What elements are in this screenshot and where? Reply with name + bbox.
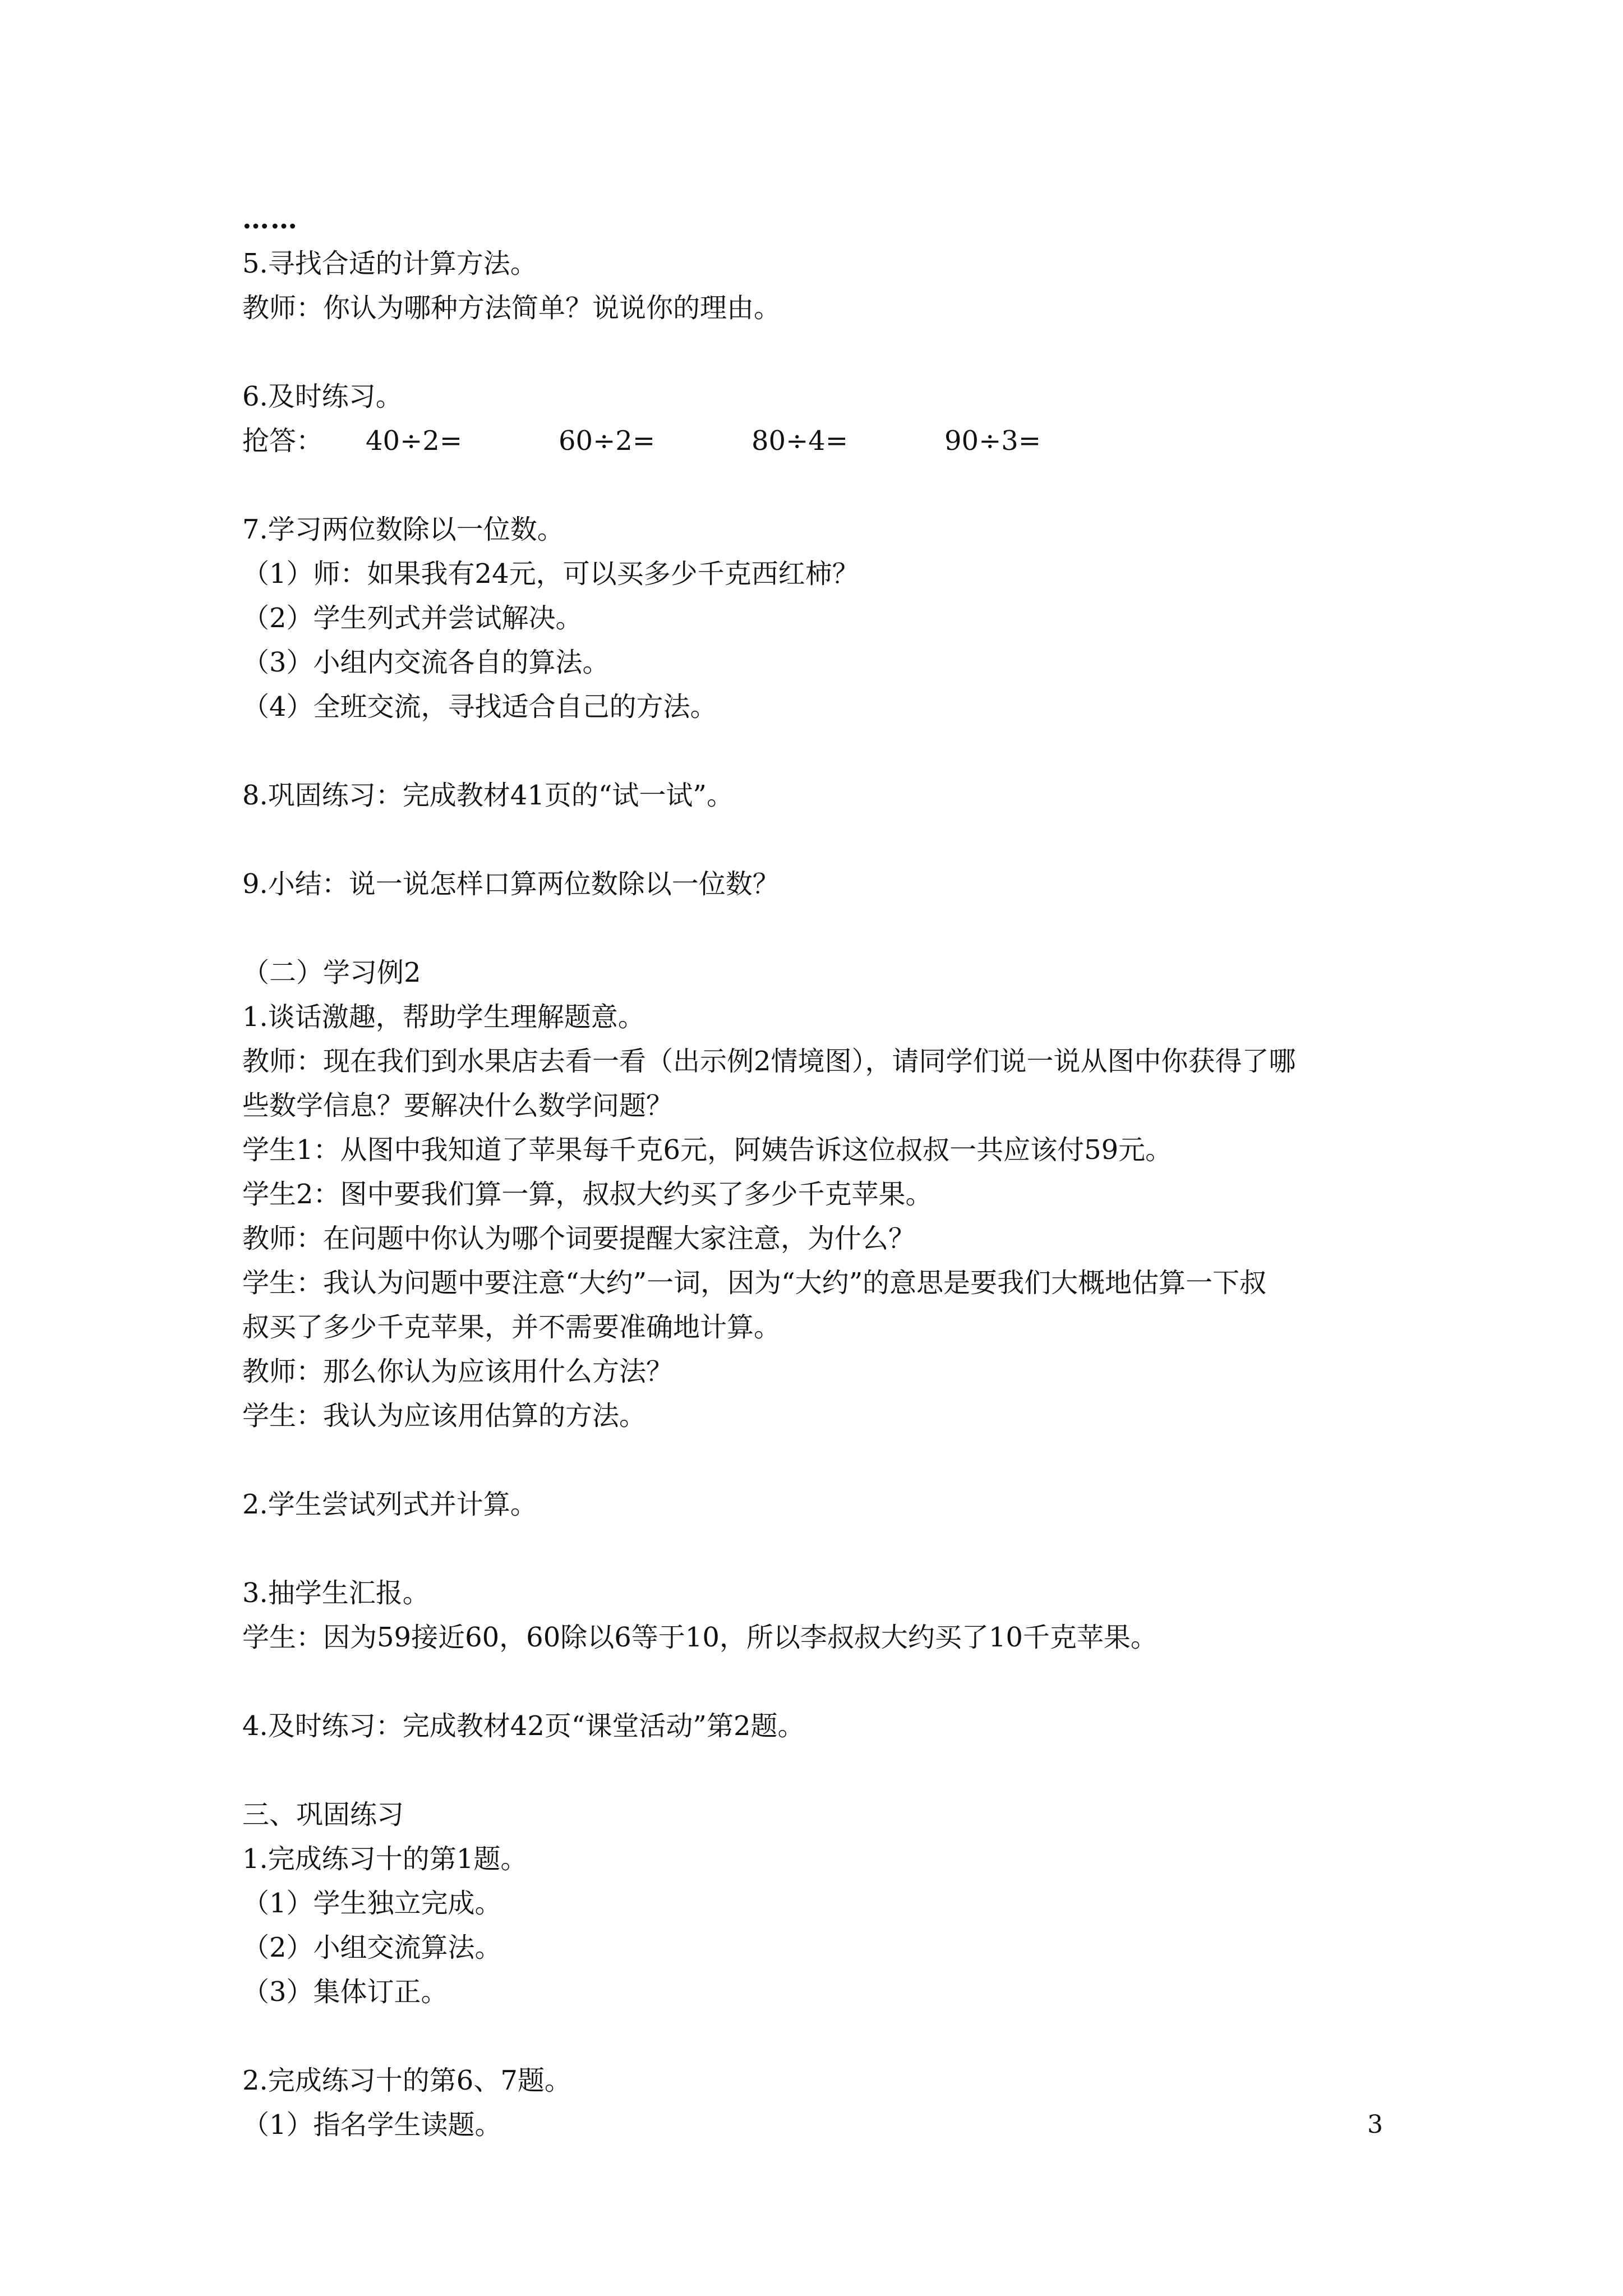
step-9: 9.小结：说一说怎样口算两位数除以一位数？ [242,868,780,900]
student-report: 学生：因为59接近60，60除以6等于10，所以李叔叔大约买了10千克苹果。 [242,1622,1158,1653]
paragraph-gap [242,463,1392,508]
example-2-line: 教师：那么你认为应该用什么方法？ [242,1356,674,1387]
paragraph-gap [242,1527,1392,1571]
teacher-question: 教师：你认为哪种方法简单？说说你的理由。 [242,292,781,324]
example-2-line: 叔买了多少千克苹果，并不需要准确地计算。 [242,1312,781,1343]
quick-answer-label: 抢答： [242,425,324,457]
step-5-title: 5.寻找合适的计算方法。 [242,248,537,279]
calc-item: 60÷2= [559,425,656,457]
page-number: 3 [1367,2110,1383,2139]
paragraph-gap [242,2014,1392,2059]
paragraph-gap [242,1438,1392,1483]
consolidation-line: （1）学生独立完成。 [242,1888,502,1919]
paragraph-gap [242,818,1392,862]
example-2-line: 学生：我认为问题中要注意“大约”一词，因为“大约”的意思是要我们大概地估算一下叔 [242,1267,1267,1299]
paragraph-gap [242,1660,1392,1704]
calc-item: 40÷2= [366,425,463,457]
example-2-line: 些数学信息？要解决什么数学问题？ [242,1090,674,1121]
paragraph-gap [242,330,1392,375]
exercise-2-item: （1）指名学生读题。 [242,2109,502,2141]
example-2-step-2: 2.学生尝试列式并计算。 [242,1489,537,1520]
step-8: 8.巩固练习：完成教材41页的“试一试”。 [242,780,734,811]
ellipsis: …… [242,204,298,235]
example-2-line: 学生2：图中要我们算一算，叔叔大约买了多少千克苹果。 [242,1179,933,1210]
document-body [242,197,1392,2147]
paragraph-gap [242,1749,1392,1793]
consolidation-line: 1.完成练习十的第1题。 [242,1843,528,1875]
example-2-heading: （二）学习例2 [242,957,421,988]
quick-answer-row [242,419,1392,463]
consolidation-heading: 三、巩固练习 [242,1799,404,1830]
consolidation-line: （2）小组交流算法。 [242,1932,502,1963]
paragraph-gap [242,729,1392,774]
example-2-line: 教师：在问题中你认为哪个词要提醒大家注意，为什么？ [242,1223,916,1254]
example-2-step-3: 3.抽学生汇报。 [242,1577,430,1609]
step-7-item: （4）全班交流，寻找适合自己的方法。 [242,691,717,723]
consolidation-line: （3）集体订正。 [242,1976,448,2008]
step-6-title: 6.及时练习。 [242,381,403,412]
example-2-line: 1.谈话激趣，帮助学生理解题意。 [242,1001,645,1033]
step-7-title: 7.学习两位数除以一位数。 [242,514,564,545]
example-2-line: 学生1：从图中我知道了苹果每千克6元，阿姨告诉这位叔叔一共应该付59元。 [242,1134,1173,1166]
calc-item: 90÷3= [944,425,1041,457]
exercise-2-title: 2.完成练习十的第6、7题。 [242,2065,571,2096]
example-2-line: 学生：我认为应该用估算的方法。 [242,1400,647,1432]
calc-item: 80÷4= [751,425,849,457]
step-7-item: （1）师：如果我有24元，可以买多少千克西红柿？ [242,558,859,590]
example-2-step-4: 4.及时练习：完成教材42页“课堂活动”第2题。 [242,1710,805,1742]
step-7-item: （2）学生列式并尝试解决。 [242,602,583,634]
step-7-item: （3）小组内交流各自的算法。 [242,647,610,678]
example-2-line: 教师：现在我们到水果店去看一看（出示例2情境图），请同学们说一说从图中你获得了哪 [242,1046,1296,1077]
paragraph-gap [242,907,1392,951]
